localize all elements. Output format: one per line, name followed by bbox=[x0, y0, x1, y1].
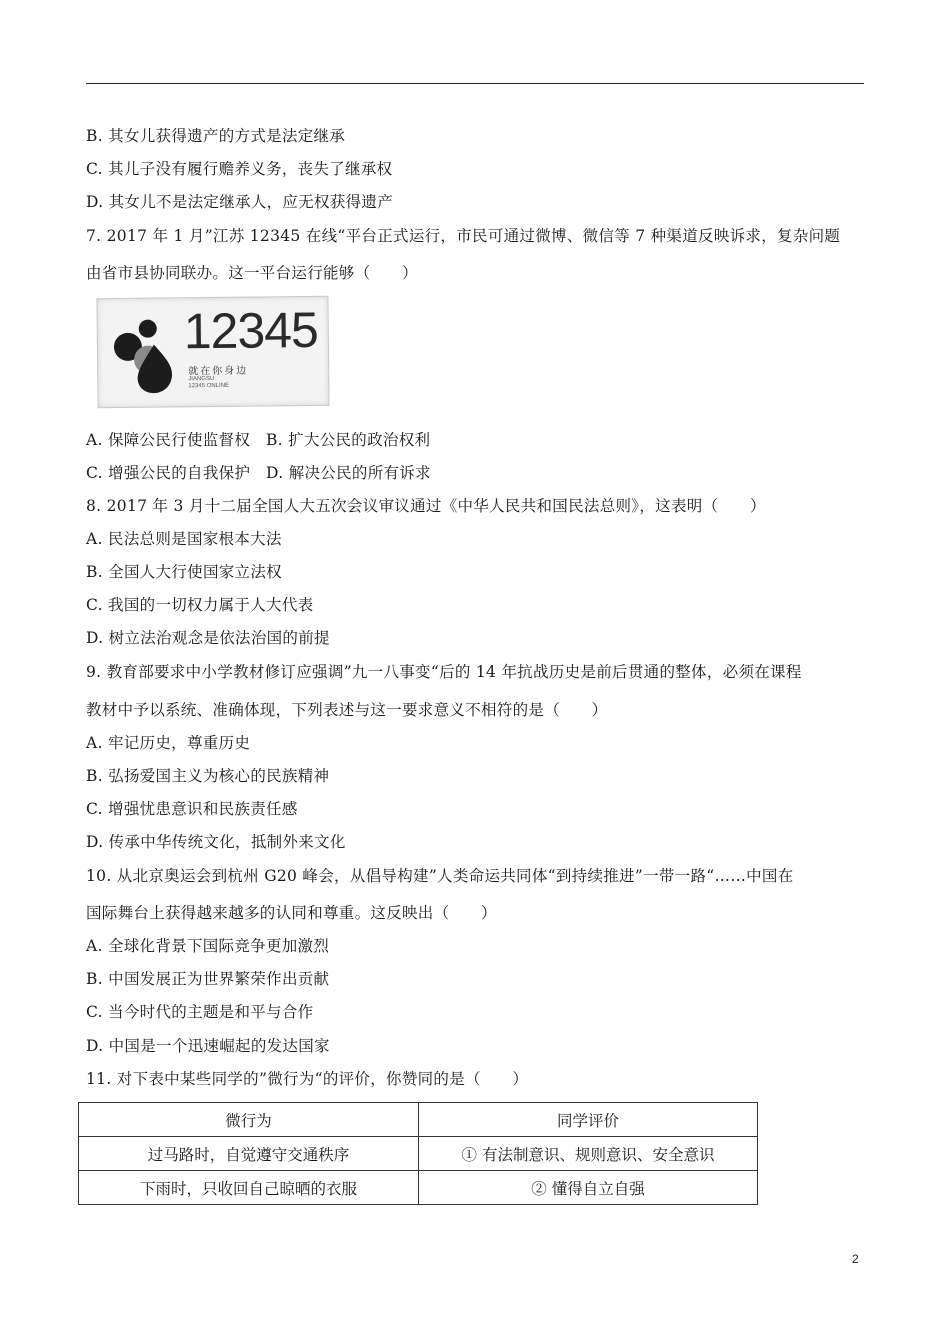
option-8d: D. 树立法治观念是依法治国的前提 bbox=[86, 629, 330, 647]
table-cell: 过马路时，自觉遵守交通秩序 bbox=[79, 1137, 419, 1171]
option-9d: D. 传承中华传统文化，抵制外来文化 bbox=[86, 833, 346, 851]
option-6d: D. 其女儿不是法定继承人，应无权获得遗产 bbox=[86, 193, 394, 211]
option-10a: A. 全球化背景下国际竞争更加激烈 bbox=[86, 937, 330, 955]
logo-number: 12345 bbox=[183, 301, 319, 360]
option-8c: C. 我国的一切权力属于人大代表 bbox=[86, 596, 314, 614]
question-7-line-2: 由省市县协同联办。这一平台运行能够（ ） bbox=[86, 264, 418, 282]
question-10-line-1: 10. 从北京奥运会到杭州 G20 峰会，从倡导构建”人类命运共同体“到持续推进”一带一路“……中国在 bbox=[86, 867, 794, 885]
question-11: 11. 对下表中某些同学的”微行为“的评价，你赞同的是（ ） bbox=[86, 1070, 529, 1088]
option-9b: B. 弘扬爱国主义为核心的民族精神 bbox=[86, 767, 330, 785]
option-9c: C. 增强忧患意识和民族责任感 bbox=[86, 800, 298, 818]
table-header-evaluation: 同学评价 bbox=[419, 1103, 758, 1137]
table-row bbox=[79, 1171, 758, 1205]
table-cell: ① 有法制意识、规则意识、安全意识 bbox=[419, 1137, 758, 1171]
option-6b: B. 其女儿获得遗产的方式是法定继承 bbox=[86, 127, 346, 145]
option-6c: C. 其儿子没有履行赡养义务，丧失了继承权 bbox=[86, 160, 393, 178]
question-7-line-1: 7. 2017 年 1 月”江苏 12345 在线“平台正式运行，市民可通过微博、微信等 7 种渠道反映诉求，复杂问题 bbox=[86, 227, 841, 245]
question-10-line-2: 国际舞台上获得越来越多的认同和尊重。这反映出（ ） bbox=[86, 904, 497, 922]
hotline-12345-logo-image bbox=[96, 296, 329, 408]
option-8b: B. 全国人大行使国家立法权 bbox=[86, 563, 282, 581]
table-cell: 下雨时，只收回自己晾晒的衣服 bbox=[79, 1171, 419, 1205]
logo-tagline: 就在你身边 bbox=[188, 365, 249, 378]
table-cell: ② 懂得自立自强 bbox=[419, 1171, 758, 1205]
option-10c: C. 当今时代的主题是和平与合作 bbox=[86, 1003, 314, 1021]
option-7-ab: A. 保障公民行使监督权 B. 扩大公民的政治权利 bbox=[86, 431, 431, 449]
header-rule bbox=[86, 83, 864, 84]
question-9-line-1: 9. 教育部要求中小学教材修订应强调”九一八事变“后的 14 年抗战历史是前后贯通的整体，必须在课程 bbox=[86, 663, 802, 681]
droplet-logo-icon bbox=[108, 306, 187, 397]
logo-english: JIANGSU 12345 ONLINE bbox=[188, 375, 230, 390]
option-10d: D. 中国是一个迅速崛起的发达国家 bbox=[86, 1037, 330, 1055]
option-8a: A. 民法总则是国家根本大法 bbox=[86, 530, 282, 548]
option-9a: A. 牢记历史，尊重历史 bbox=[86, 734, 251, 752]
question-9-line-2: 教材中予以系统、准确体现，下列表述与这一要求意义不相符的是（ ） bbox=[86, 701, 608, 719]
option-7-cd: C. 增强公民的自我保护 D. 解决公民的所有诉求 bbox=[86, 464, 431, 482]
question-8: 8. 2017 年 3 月十二届全国人大五次会议审议通过《中华人民共和国民法总则》，这表明（ ） bbox=[86, 497, 766, 515]
option-10b: B. 中国发展正为世界繁荣作出贡献 bbox=[86, 970, 330, 988]
behavior-evaluation-table bbox=[78, 1102, 758, 1205]
page-number: 2 bbox=[852, 1252, 859, 1266]
table-header-row bbox=[79, 1103, 758, 1137]
table-header-behavior: 微行为 bbox=[79, 1103, 419, 1137]
table-row bbox=[79, 1137, 758, 1171]
